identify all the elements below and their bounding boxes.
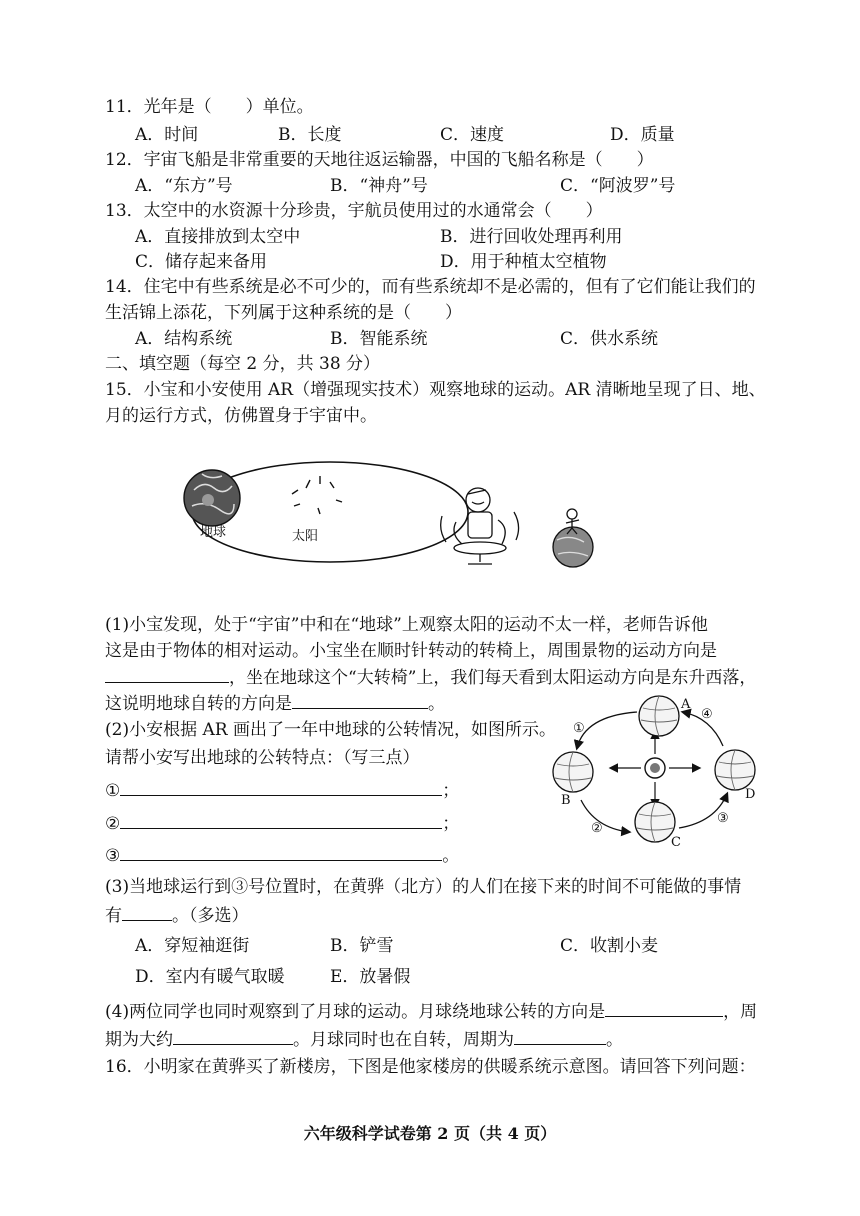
- q15-part4-line2-mid: 。月球同时也在自转，周期为: [293, 1030, 514, 1050]
- q13-stem: 13．太空中的水资源十分珍贵，宇航员使用过的水通常会（ ）: [105, 201, 603, 221]
- label-circle-2: ②: [591, 821, 603, 836]
- section-heading: 二、填空题（每空 2 分，共 38 分）: [105, 354, 381, 374]
- q13-option-a: A．直接排放到太空中: [135, 227, 301, 247]
- q12-option-a: A．“东方”号: [135, 176, 233, 196]
- label-b: B: [561, 793, 571, 808]
- ar-illustration: [180, 450, 630, 570]
- earth-revolution-diagram: [545, 690, 765, 850]
- q15-part2-answer-2: [105, 812, 459, 835]
- label-circle-4: ④: [701, 707, 713, 722]
- q15-part4-line1-end: ，周: [723, 1002, 758, 1022]
- answer-blank[interactable]: [120, 779, 442, 796]
- answer-blank[interactable]: [120, 844, 442, 861]
- earth-position-d-icon: [715, 750, 755, 790]
- q15-part1-line3-text: ，坐在地球这个“大转椅”上，我们每天看到太阳运动方向是东升西落，: [229, 668, 757, 688]
- q12-option-c: C．“阿波罗”号: [560, 176, 676, 196]
- q11-stem: 11．光年是（ ）单位。: [105, 97, 314, 117]
- q15-part2-line2: 请帮小安写出地球的公转特点：（写三点）: [105, 748, 420, 768]
- q13-option-c: C．储存起来备用: [135, 252, 268, 272]
- q15-stem-line2: 月的运行方式，仿佛置身于宇宙中。: [105, 406, 377, 426]
- q15-part4-line2-end: 。: [606, 1030, 623, 1050]
- orbit-arrow: [581, 800, 629, 832]
- q15-part3-option-a: A．穿短袖逛街: [135, 936, 250, 956]
- q14-stem-line1: 14．住宅中有些系统是必不可少的，而有些系统却不是必需的，但有了它们能让我们的: [105, 277, 756, 297]
- q15-part1-line2: 这是由于物体的相对运动。小宝坐在顺时针转动的转椅上，周围景物的运动方向是: [105, 641, 717, 661]
- q15-part1-line4-text: 这说明地球自转的方向是: [105, 694, 292, 714]
- answer-mark: ②: [105, 814, 121, 834]
- q15-part2-line1: (2)小安根据 AR 画出了一年中地球的公转情况，如图所示。: [105, 720, 556, 740]
- answer-blank[interactable]: [173, 1028, 293, 1045]
- answer-mark: ①: [105, 781, 121, 801]
- label-circle-1: ①: [573, 721, 585, 736]
- answer-end: ；: [442, 781, 460, 801]
- label-c: C: [671, 835, 681, 850]
- q15-part3-option-d: D．室内有暖气取暖: [135, 967, 285, 987]
- answer-blank[interactable]: [514, 1028, 606, 1045]
- earth-position-c-icon: [635, 802, 675, 842]
- q15-part3-line2: [105, 904, 249, 927]
- q13-option-b: B．进行回收处理再利用: [440, 227, 623, 247]
- sun-label: 太阳: [292, 529, 319, 544]
- q15-part3-line1: (3)当地球运行到③号位置时，在黄骅（北方）的人们在接下来的时间不可能做的事情: [105, 877, 742, 897]
- label-a: A: [681, 697, 691, 712]
- q15-part1-line3: [105, 666, 756, 689]
- answer-blank[interactable]: [105, 666, 229, 683]
- q11-option-a: A．时间: [135, 125, 199, 145]
- answer-blank[interactable]: [605, 1000, 723, 1017]
- q14-option-a: A．结构系统: [135, 329, 233, 349]
- q13-option-d: D．用于种植太空植物: [440, 252, 607, 272]
- q15-part3-line2-end: 。（多选）: [172, 906, 249, 926]
- sun-rays-icon: [292, 476, 342, 514]
- earth-label: 地球: [200, 525, 227, 540]
- answer-end: 。: [442, 846, 460, 866]
- boy-on-globe-icon: [553, 509, 593, 567]
- q15-part4-line2: [105, 1028, 623, 1051]
- q15-part3-line2-text: 有: [105, 906, 122, 926]
- earth-position-a-icon: [639, 696, 679, 736]
- q16-stem: 16．小明家在黄骅买了新楼房，下图是他家楼房的供暖系统示意图。请回答下列问题：: [105, 1057, 756, 1077]
- q14-option-c: C．供水系统: [560, 329, 659, 349]
- q15-part4-line1: [105, 1000, 757, 1023]
- answer-blank[interactable]: [122, 904, 172, 921]
- q12-stem: 12．宇宙飞船是非常重要的天地往返运输器，中国的飞船名称是（ ）: [105, 150, 654, 170]
- orbit-arrow: [577, 712, 637, 748]
- q15-part3-option-e: E．放暑假: [330, 967, 411, 987]
- label-d: D: [745, 787, 756, 802]
- earth-position-b-icon: [553, 752, 593, 792]
- q15-part3-option-c: C．收割小麦: [560, 936, 659, 956]
- q15-part4-line2-text: 期为大约: [105, 1030, 173, 1050]
- q11-option-d: D．质量: [610, 125, 675, 145]
- q14-option-b: B．智能系统: [330, 329, 428, 349]
- q11-option-b: B．长度: [278, 125, 342, 145]
- earth-globe-icon: [184, 470, 240, 526]
- q14-stem-line2: 生活锦上添花，下列属于这种系统的是（ ）: [105, 303, 462, 323]
- q12-option-b: B．“神舟”号: [330, 176, 428, 196]
- q15-part1-line4: [105, 692, 445, 715]
- answer-end: ；: [442, 814, 460, 834]
- label-circle-3: ③: [717, 811, 729, 826]
- answer-blank[interactable]: [292, 692, 428, 709]
- boy-in-swivel-chair-icon: [441, 488, 519, 564]
- q15-part1-line4-end: 。: [428, 694, 445, 714]
- answer-blank[interactable]: [120, 812, 442, 829]
- sun-icon: [645, 758, 665, 778]
- q15-stem-line1: 15．小宝和小安使用 AR（增强现实技术）观察地球的运动。AR 清晰地呈现了日、地、: [105, 380, 766, 400]
- q15-part4-line1-text: (4)两位同学也同时观察到了月球的运动。月球绕地球公转的方向是: [105, 1002, 606, 1022]
- answer-mark: ③: [105, 846, 121, 866]
- q15-part3-option-b: B．铲雪: [330, 936, 394, 956]
- page-footer: 六年级科学试卷第 2 页（共 4 页）: [303, 1124, 557, 1143]
- q15-part2-answer-3: [105, 844, 459, 867]
- q15-part1-line1: (1)小宝发现，处于“宇宙”中和在“地球”上观察太阳的运动不太一样，老师告诉他: [105, 615, 708, 635]
- q11-option-c: C．速度: [440, 125, 505, 145]
- q15-part2-answer-1: [105, 779, 459, 802]
